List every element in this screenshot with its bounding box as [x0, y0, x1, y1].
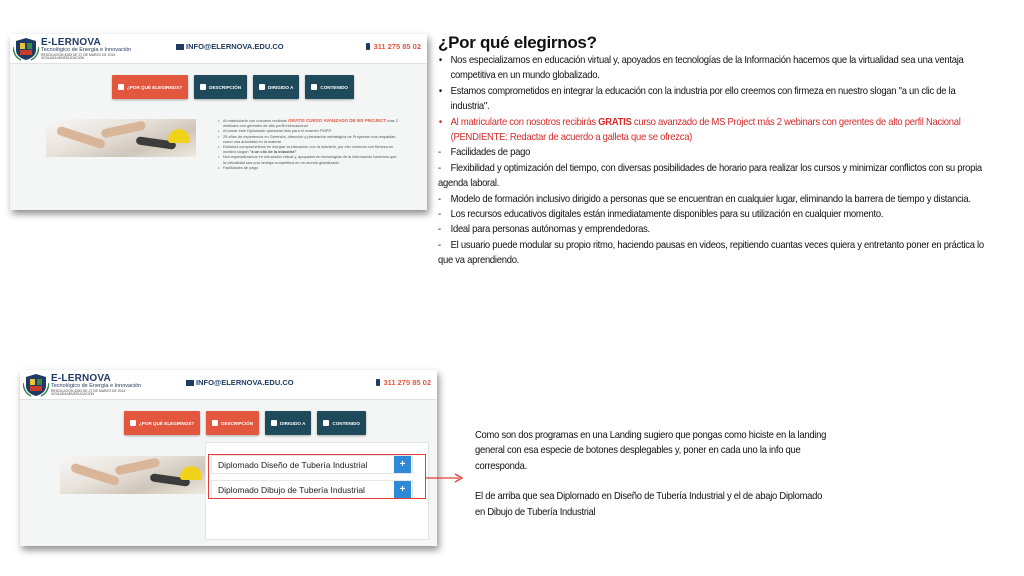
brand-resolution: RESOLUCIÓN 4283 DE 27 DE MARZO DE 2014 VIGILADA MINEDUCACIÓN — [41, 52, 116, 61]
accordion-label: Diplomado Dibujo de Tubería Industrial — [218, 484, 365, 495]
brand-tagline: Tecnológico de Energía e Innovación — [51, 383, 142, 389]
users-icon — [271, 420, 277, 426]
why-choose-us-notes — [438, 53, 1018, 269]
list-item: - Facilidades de pago — [438, 146, 531, 159]
list-item: • Al tomar este Diplomado quedarás listo para el examen PMP® — [218, 128, 398, 133]
nav-content-button[interactable]: CONTENIDO — [305, 75, 354, 99]
accordion-label: Diplomado Diseño de Tubería Industrial — [218, 459, 368, 470]
list-item: - Modelo de formación inclusivo dirigido a personas que se encuentran en cualquier lugar, eliminando la barrera de tiempo y distancia. — [438, 192, 971, 205]
list-item-continuation: competitiva en un mundo globalizado. — [450, 69, 600, 82]
nav-audience-button[interactable]: DIRIGIDO A — [253, 75, 299, 99]
phone-icon — [366, 43, 370, 50]
list-item: - Los recursos educativos digitales están inmediatamente disponibles para su utilización en cualquier momento. — [438, 208, 884, 221]
engineers-photo — [46, 119, 196, 157]
thumbs-up-icon — [130, 420, 136, 426]
nav-why-choose-us-button[interactable]: ¿POR QUÉ ELEGIRNOS? — [112, 75, 188, 99]
note-paragraph: Como son dos programas en una Landing sugiero que pongas como hiciste en la landing general con esa especie de botones desplegables y, poner en cada uno la info que corresponda. — [475, 429, 827, 472]
list-item: • 25 años de experiencia en Gerencia, dirección y planeación estratégica de Proyectos nos respaldan como una autoridad en la materia — [218, 134, 398, 144]
brand-name: E-LERNOVA — [51, 373, 111, 384]
crest-logo-icon — [13, 37, 39, 61]
book-icon — [200, 84, 206, 90]
list-item-continuation: industria". — [450, 100, 490, 113]
landing-screenshot-top — [10, 34, 427, 210]
envelope-icon — [186, 380, 194, 386]
list-item-continuation: agenda laboral. — [438, 177, 500, 190]
arrow-right-icon — [425, 470, 465, 486]
engineers-photo — [60, 456, 206, 494]
section-nav — [124, 411, 366, 435]
expand-plus-icon[interactable]: + — [394, 481, 411, 498]
crest-logo-icon — [23, 373, 49, 397]
site-header — [20, 370, 437, 400]
designer-note — [475, 428, 831, 520]
header-phone-link[interactable]: 311 275 85 02 — [366, 42, 421, 51]
thumbs-up-icon — [118, 84, 124, 90]
book-icon — [212, 420, 218, 426]
list-item: • Nos especializamos en educación virtual y, apoyados en tecnologías de la Información hacemos que la virtualidad sea una ventaja — [438, 53, 1018, 68]
accordion-highlight-box — [208, 454, 426, 499]
list-item: • Al matricularte con nosotros recibirás GRATIS CURSO AVANZADO DE MS PROJECT más 2 webinars con gerentes de alto perfil internacional. — [218, 118, 398, 128]
site-header — [10, 34, 427, 64]
expand-plus-icon[interactable]: + — [394, 456, 411, 473]
nav-why-choose-us-button[interactable]: ¿POR QUÉ ELEGIRNOS? — [124, 411, 200, 435]
phone-icon — [376, 379, 380, 386]
pending-note: (PENDIENTE: Redactar de acuerdo a galleta que se ofrezca) — [450, 131, 693, 144]
nav-description-button[interactable]: DESCRIPCIÓN — [206, 411, 259, 435]
header-email-link[interactable]: INFO@ELERNOVA.EDU.CO — [176, 42, 284, 51]
list-item: • Estamos comprometidos en integrar la educación con la industria, por ello creemos con firmeza en nuestro slogan "a un clic de la industria" — [218, 144, 398, 154]
brand-tagline: Tecnológico de Energía e Innovación — [41, 47, 132, 53]
nav-content-button[interactable]: CONTENIDO — [317, 411, 366, 435]
list-item: - El usuario puede modular su propio ritmo, haciendo pausas en videos, repitiendo cuantas veces quiera y entretanto poner en práctica lo — [438, 238, 984, 251]
document-icon — [323, 420, 329, 426]
section-nav — [112, 75, 354, 99]
nav-audience-button[interactable]: DIRIGIDO A — [265, 411, 311, 435]
list-item: • Facilidades de pago — [218, 165, 398, 170]
list-item: • Estamos comprometidos en integrar la educación con la industria por ello creemos con firmeza en nuestro slogan "a un clic de la — [438, 84, 1018, 99]
brand-name: E-LERNOVA — [41, 37, 101, 48]
nav-description-button[interactable]: DESCRIPCIÓN — [194, 75, 247, 99]
list-item: - Flexibilidad y optimización del tiempo, con diversas posibilidades de horario para realizar los cursos y minimizar conflictos con su propia — [438, 161, 982, 174]
why-choose-us-list — [218, 118, 398, 170]
note-paragraph: El de arriba que sea Diplomado en Diseño de Tubería Industrial y el de abajo Diplomado en Dibujo de Tubería Industrial — [475, 490, 823, 518]
list-item-continuation: que va aprendiendo. — [438, 254, 520, 267]
pending-list-item: • Al matricularte con nosotros recibirás GRATIS curso avanzado de MS Project más 2 webinars con gerentes de alto perfil Nacional — [438, 115, 1018, 130]
list-item: • Nos especializamos en educación virtual y, apoyados en tecnologías de la información hacemos que la virtualidad sea una ventaja competitiva en un mundo globalizado. — [218, 154, 398, 164]
header-email-link[interactable]: INFO@ELERNOVA.EDU.CO — [186, 378, 294, 387]
page-title: ¿Por qué elegirnos? — [438, 33, 597, 52]
brand-resolution: RESOLUCIÓN 4283 DE 27 DE MARZO DE 2014 VIGILADA MINEDUCACIÓN — [51, 388, 126, 397]
users-icon — [259, 84, 265, 90]
list-item: - Ideal para personas autónomas y emprendedoras. — [438, 223, 650, 236]
envelope-icon — [176, 44, 184, 50]
document-icon — [311, 84, 317, 90]
header-phone-link[interactable]: 311 275 85 02 — [376, 378, 431, 387]
